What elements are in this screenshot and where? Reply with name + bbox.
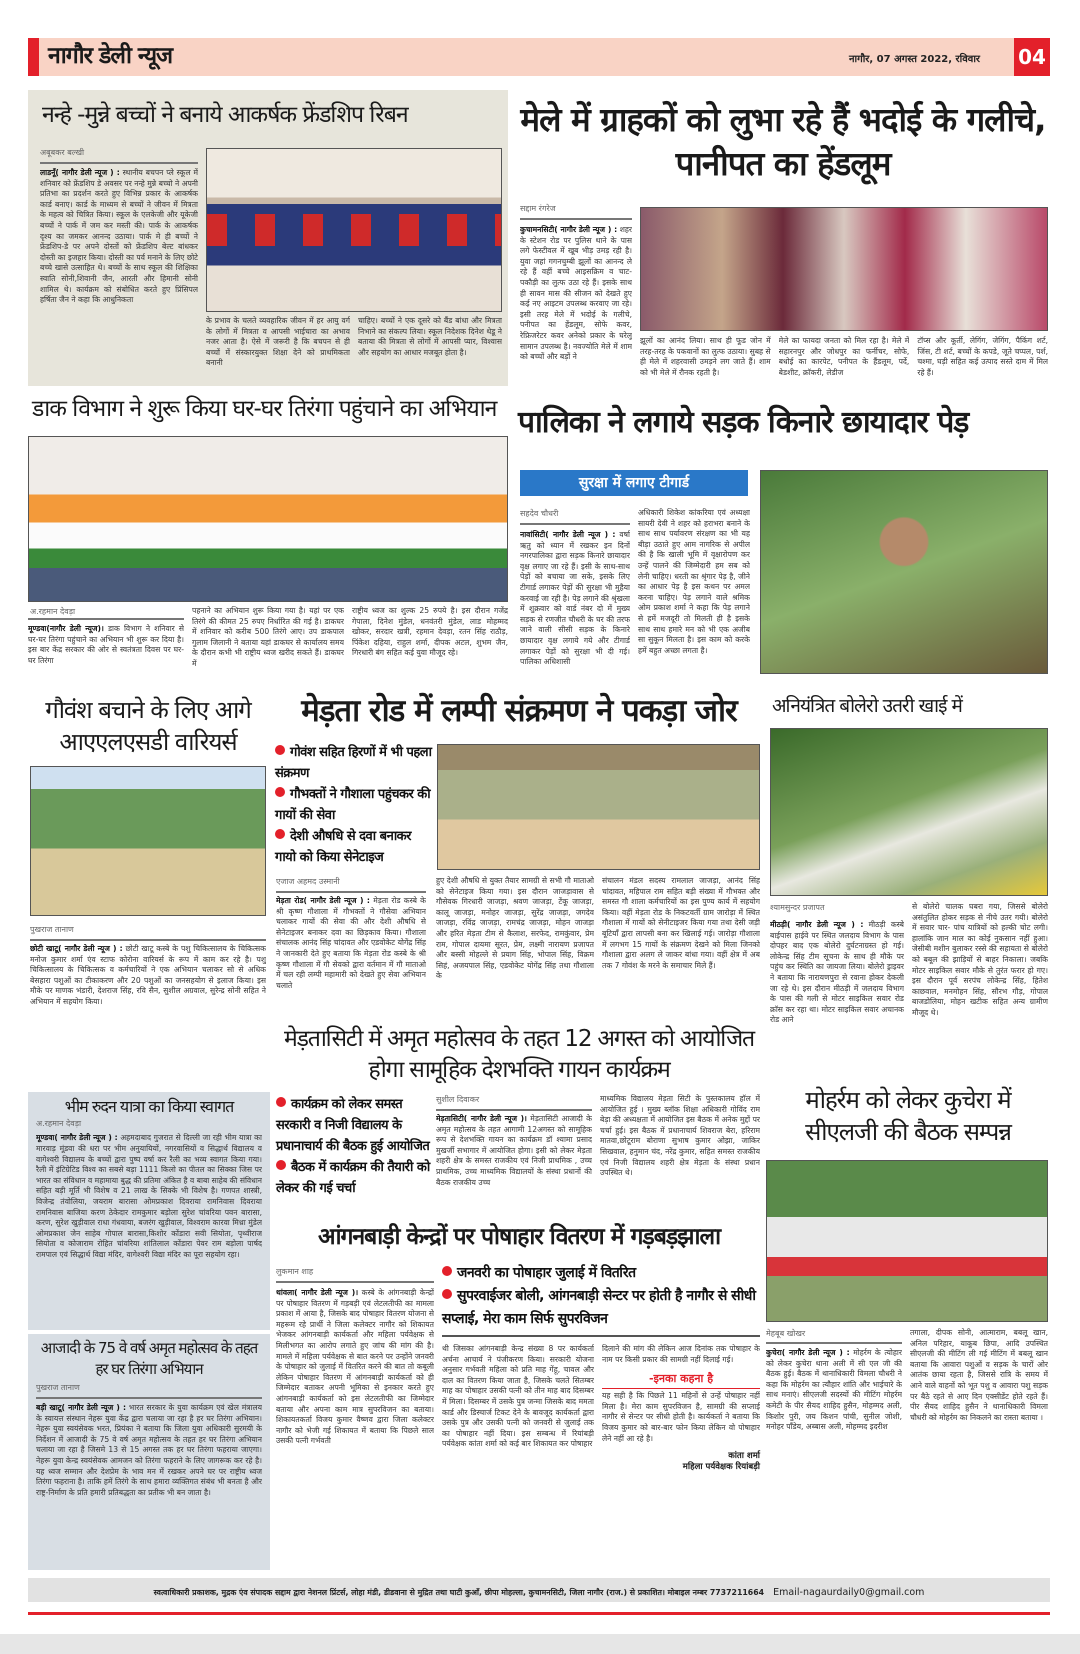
byline: श्यामसुन्दर प्रजापत [770, 903, 825, 912]
byline: अ.रहमान देवड़ा [36, 1119, 82, 1129]
bullet-item: जनवरी का पोषाहार जुलाई में वितरित [442, 1262, 760, 1285]
bullet-item: बैठक में कार्यक्रम की तैयारी को लेकर की गई चर्चा [276, 1160, 430, 1196]
quote-author: कांता शर्मा [728, 1451, 760, 1462]
article-text: मूण्डवा( नागौर डेली न्यूज ) : अहमदाबाद गुजरात से दिल्ली जा रही भीम यात्रा का मारवाड़ मूंडवा की धरा पर भीम अनुयायियों, नगरवासियों व सिद्धार्थ विद्यालय व वागेश्वरी विद्यालय के बच्चों द्वारा पुष्प वर्षा कर रैली का भव्य स्वागत किया गया। रैली में इंटिग्रेटिड विश्व का सबसे बड़ा 1111 किलो का पीतल का सिक्का जिस पर भारत का संविधान व महामाया बुद्ध की प्रतिमा अंकित है व बाबा साहेब की संविधान सहित बड़ी मूर्ति भी विशेष व 21 लाख के सिक्के भी विशेष है। गणपत शास्त्री, विजेन्द्र तंवोलिया, जयराम बारासा ओमप्रकाश दिवराया रामनिवास दिवराया रामनिवास बाजिया करण ठेकेदार रामकुमार बड़ोला सुरेश चांवरिया पवन बारासा, करण, सुरेश खुड़ीवाल राधा गंधवाया, बजरंग खुड़ीवाल, विश्वराम कारवा मिथ्रा मुंडेल ओमप्रकाश जेन साहेब गोपाल बारासा,किशोर कोंडारा सवी सियोता, पृथ्वीराज सियोता व कोजाराम रोहित चांवरिया शांतिलाल कोंडारा पेवर राम बड़ोला पार्षद रामपाल एवं सिद्धार्थ विद्या मंदिर, वागेश्वरी विद्या मंदिर का पूरा सहयोग रहा। [36, 1133, 262, 1259]
byline: सद्दाम रंगरेज [520, 203, 632, 220]
headline-mela: मेले में ग्राहकों को लुभा रहे हैं भदोई के गलीचे, पानीपत का हेंडलूम [520, 100, 1046, 183]
article-column [602, 1344, 760, 1564]
page-number: 04 [1014, 38, 1050, 76]
article-column: माध्यमिक विद्यालय मेड़ता सिटी के पुस्तकालय हॉल में आयोजित हुई । मुख्य ब्लॉक शिक्षा अधिकारी गोविंद राम बेड़ा की अध्यक्षता में आयोजित इस बैठक में अनेक मुद्दों पर चर्चा हुई। इस बैठक में प्रधानाचार्य शिवराज बेरा, हरिराम मातवा,छोटूराम बोराणा सुभाष कुमार ओझा, जाकिर सिखवाल, हनुमान चंद, नरेंद्र कुमार, सहित समस्त राजकीय एवं निजी विद्यालय शहरी क्षेत्र मेड़ता के संस्था प्रधान उपस्थित थे। [600, 1094, 760, 1178]
bullet-dot-icon [275, 829, 285, 839]
photo-clg-meeting [766, 1160, 1048, 1322]
article-column: राष्ट्रीय ध्वज का शुल्क 25 रुपये है। इस दौरान गजेंद्र गेपाला, दिनेश मुंडेल, धनवंतरी मुंडेल, लाड मोहम्मद खोकर, सरदार खत्री, रहमान देवड़ा, रतन सिंह राठौड़, पिंकेश दहिया, राहुल शर्मा, दीपक अटल, शुभम जैन, गिरधारी बंग सहित कई युवा मौजूद रहे। [352, 606, 508, 658]
quote-author-title: महिला पर्यवेक्षक रियांबड़ी [682, 1462, 760, 1473]
headline-gauvansh: गौवंश बचाने के लिए आगे आएएलएसडी वारियर्स [45, 696, 251, 756]
issue-date: नागौर, 07 अगस्त 2022, रविवार [848, 54, 980, 65]
byline: लुकमान शाह [276, 1266, 434, 1283]
headline-dak: डाक विभाग ने शुरू किया घर-घर तिरंगा पहुंचाने का अभियान [32, 396, 497, 422]
article-column: से बोलेरो चालक घबरा गया, जिससे बोलेरो असंतुलित होकर सड़क से नीचे उतर गयी। बोलेरो में सवार चार- पांच यात्रियों को हल्की चोट लगी। हालांकि जान माल का कोई नुकसान नहीं हुआ। जेसीबी मशीन बुलाकर रस्से की सहायता से बोलेरो को बबूल की झाड़ियों से बाहर निकाला। जबकि मोटर साइकिल सवार मौके से तुरंत फरार हो गए। इस दौरान पूर्व सरपंच लोकेन्द्र सिंह, हितेश काछवाल, मनमोहन सिंह, सौरभ गौड़, गोपाल बाजडोलिया, मोहन खटीक सहित अन्य ग्रामीण मौजूद थे। [912, 902, 1048, 1017]
photo-cattle-treatment [30, 766, 266, 916]
article-column: नावांसिटी( नागौर डेली न्यूज ) : वर्षा ऋतु को ध्यान में रखकर इन दिनों नगरपालिका द्वारा सड़क किनारे छायादार वृक्ष लगाए जा रहे हैं। इसी के साथ-साथ पेड़ों को बचाया जा सके, इसके लिए टीगार्ड लगाकर पेड़ों की सुरक्षा भी मुहैया करवाई जा रही है। पेड़ लगाने की श्रृंखला में शुक्रवार को वार्ड नंबर दो में मुख्य सड़क से रणजीत चौधरी के घर की तरफ जाने वाली सीसी सड़क के किनारे छायादार वृक्ष लगाये गये और टीगार्ड लगाकर पेड़ों को सुरक्षा भी दी गई। पालिका अधिशासी [520, 530, 630, 667]
byline: सहदेव चौधरी [520, 508, 630, 525]
headline-lumpy: मेड़ता रोड में लम्पी संक्रमण ने पकड़ा जोर [301, 693, 737, 729]
highlight-bullets [275, 742, 435, 868]
bullet-dot-icon [275, 787, 285, 797]
highlight-bullets [442, 1262, 760, 1337]
article-column: कुचेरा( नागौर डेली न्यूज ) : मोहर्रम के त्योहार को लेकर कुचेरा थाना अली में सी एल जी की बैठक हुई। बैठक में थानाधिकारी विमला चौधरी ने कहा कि मोहर्रम का त्यौहार शांति और भाईचारे के साथ मनाएं। सीएलजी सदस्यों की मीटिंग मोहर्रम कमेटी के पीर सैयद शाहिद हुसैन, मोहम्मद अली, किशोर पुरी, जय किशन पांची, सुनील जोशी, मनोहर पाँडेय, अब्बास अली, मोहम्मद इदरीश [766, 1348, 902, 1432]
newspaper-title: नागौर डेली न्यूज [48, 43, 173, 69]
headline-amrit-mahotsav: मेड़तासिटी में अमृत महोत्सव के तहत 12 अगस्त को आयोजित होगा सामूहिक देशभक्ति गायन कार्यक्रम [284, 1026, 754, 1083]
masthead-accent-stripe [28, 38, 39, 76]
bullet-dot-icon [276, 1160, 286, 1170]
photo-cow-sanitization [437, 744, 760, 870]
page-bottom-margin [0, 1634, 1080, 1654]
article-column: थांवला( नागौर डेली न्यूज )। कस्बे के आंगनबाड़ी केन्द्रों पर पोषाहार वितरण में गड़बड़ी एवं लेटलतीफी का मामला प्रकाश में आया है, जिसके बाद पोषाहार वितरण योजना से महरूम रहे प्रार्थी ने जिला कलेक्टर नागौर को शिकायत भेजकर आंगनबाड़ी कार्यकर्ता और महिला पर्यवेक्षक से मिलीभगत का आरोप लगाते हुए जांच की मांग की है। मामले में महिला पर्यवेक्षक से बात करने पर उन्होंने जनवरी के पोषाहार को जुलाई में वितरित करने की बात तो कबूली लेकिन पोषाहार वितरण में आंगनबाड़ी कार्यकर्ता को ही जिम्मेदार बताकर अपनी भूमिका से इनकार करते हुए आंगनबाड़ी कार्यकर्ता को इस लेटलतीफी का जिम्मेदार बताया और अपना काम मात्र सुपरविजन का बताया। शिकायतकर्ता विजय कुमार वैष्णव द्वारा जिला कलेक्टर नागौर को भेजी गई शिकायत में बताया कि पिछले साल उसकी पत्नी गर्भवती [276, 1288, 434, 1446]
headline-moharram: मोहर्रम को लेकर कुचेरा में सीएलजी की बैठक सम्पन्न [805, 1086, 1011, 1146]
photo-tiranga-post-office [28, 436, 508, 602]
contact-email: Email-nagaurdaily0@gmail.com [773, 1587, 925, 1598]
article-bhim-yatra [28, 1092, 270, 1330]
article-text: बड़ी खाटू( नागौर डेली न्यूज ) : भारत सरकार के युवा कार्यक्रम एवं खेल मंत्रालय के स्वायत्त संस्थान नेहरू युवा केंद्र द्वारा चलाया जा रहा है हर घर तिरंगा अभियान। नेहरू युवा स्वयंसेवक भरत, प्रियंका ने बताया कि जिला युवा अधिकारी सुरमयी के निर्देशन में आजादी के 75 वे वर्ष अमृत महोत्सव के तहत हर घर तिरंगा अभियान चलाया जा रहा है जिसमे 13 से 15 अगस्त तक हर घर तिरंगा फहराया जाएगा। नेहरू युवा केन्द्र स्वयंसेवक आमजन को तिरंगा फहराने के लिए जागरूक कर रहे है। यह ध्वज सम्मान और देशप्रेम के भाव मन में रखकर अपने घर पर राष्ट्रीय ध्वज तिरंगा फहराना है। ताकि हमें तिरंगे के साथ हमारा व्यक्तिगत संबंध भी बनता है और राष्ट्र-निर्माण के प्रति हमारी प्रतिबद्धता का प्रतीक भी बन जाता है। [36, 1403, 262, 1497]
article-column: मेड़तासिटी( नागौर डेली न्यूज )। मेड़तासिटी आजादी के अमृत महोत्सव के तहत आगामी 12अगस्त को सामूहिक रूप से देशभक्ति गायन का कार्यक्रम डॉ श्यामा प्रसाद मुखर्जी सभागार में आयोजित होगा। इसी को लेकर मेड़ता शहरी क्षेत्र के समस्त राजकीय एवं निजी प्राथमिक , उच्च प्राथमिक, उच्च माध्यमिक विद्यालयों के संस्था प्रधानों की बैठक राजकीय उच्च [436, 1114, 592, 1187]
article-column: मीठड़ी( नागौर डेली न्यूज ) : मीठड़ी कस्बे बाईपास हाईवे पर स्थित जलदाय विभाग के पास दोपहर बाद एक बोलेरो दुर्घटनाग्रस्त हो गई। लोकेन्द्र सिंह टीम सूचना के साथ ही मौके पर पहुंच कर स्थिति का जायजा लिया। बोलेरो ड्राइवर ने बताया कि नारायणपुरा से रवाना होकर देकली जा रहे थे। इस दौरान मीठड़ी में जलदाय विभाग के पास की गली से मोटर साइकिल सवार रोड क्रॉस कर रहा था। मोटर साइकिल सवार अचानक रोड आने [770, 920, 904, 1025]
article-column: हुए देशी औषधि से युक्त तैयार सामग्री से सभी गौ माताओ को सेनेटाइज किया गया। इस दौरान जाजड़ावास से गौसेवक गिरधारी जाजड़ा, श्रवण जाजड़ा, टेंकू जाजड़ा, कालू जाजड़ा, मनोहर जाजड़ा, सुरेंद्र जाजड़ा, जगदेव जाजड़ा, रविंद्र जाजड़ा, रामचंद्र जाजड़ा, मोहन जाजड़ा और हरित मेड़ता टीम से कैलाश, सरफेद, रामकुंवार, प्रेम राम, गोपाल दायमा सूरत, प्रेम, लक्ष्मी नारायण प्रजापत और बस्सी मोहल्ले से प्रयाग सिंह, भोपाल सिंह, विक्रम सिहं, अजयपाल सिंह, एडवोकेट योगेंद्र सिंह तथा गौशाला के [436, 876, 594, 981]
footer-rule [28, 1612, 1050, 1615]
article-text: दिलाने की मांग की लेकिन आज दिनांक तक पोषाहार के नाम पर किसी प्रकार की सामग्री नहीं दिलाई गई। [602, 1344, 760, 1364]
bullet-dot-icon [442, 1289, 452, 1299]
byline: सुशील दिवाकर [436, 1094, 592, 1111]
byline: अ.रहमान देवड़ा [30, 607, 76, 616]
photo-mela-handloom-stall [640, 207, 1048, 331]
bullet-item: गौभक्तों ने गौशाला पहुंचकर की गायों की सेवा [275, 787, 431, 823]
divider [28, 618, 184, 620]
article-column: अधिकारी शिकेश कांकरिया एवं अध्यक्षा सायरी देवी ने शहर को हराभरा बनाने के साथ साथ पर्यावरण संरक्षण का भी यह बीड़ा उठाते हुए आम नागरिक से अपील की है कि खाली भूमि में वृक्षारोपण कर उन्हें पालने की जिम्मेदारी हम सब को लेनी चाहिए। धरती का श्रृंगार पेड़ है, जीने का आधार पेड़ है इस कथन पर अमल करना चाहिए। पेड़ लगाने वाले श्रमिक ओम प्रकाश शर्मा ने कहा कि पेड़ लगाने से हमें मजदूरी तो मिलती ही है इसके साथ साथ हमारे मन को भी एक अजीब सा सुकून मिलता है। इस काम को करके हमें बहुत अच्छा लगता है। [638, 508, 750, 655]
article-column: कुचामनसिटी( नागौर डेली न्यूज ) : शहर के स्टेशन रोड पर पुलिस थाने के पास लगे फेस्टीवल में खूब भीड़ उमड़ रही है। युवा जहां गगनचुम्बी झूलों का आनन्द ले रहे हैं वहीं बच्चे आइसक्रिम व चाट-पकौड़ी का लुत्फ उठा रहे हैं। इसके साथ ही सावन मास की सीजन को देखते हुए कई नए आइटम उपलब्ध करवाए जा रहे। इसी तरह मेले में भदोई के गलीचे, पनीपत का हेंडलूम, सोफे कवर, रेफ्रिजरेटर कवर अनेको प्रकार के घरेलू सामान उपलब्ध है। नवज्योति मेले में शाम को बच्चों और बड़ों ने [520, 225, 632, 362]
article-text: छोटी खाटू( नागौर डेली न्यूज ) : छोटी खाटू कस्बे के पशु चिकित्सालय के चिकित्सक मनोज कुमार शर्मा एंव स्टाफ कोरोना वारियर्स के रूप में काम कर रहे है। पशु चिकित्सालय के चिकित्सक व कर्मचारियों ने एक अभियान चलाकर सो से अधिक बेसहारा पशुओं का टीकाकरण और 20 पशुओं का जनसहयोग से इलाज किया। इस मौके पर माणक भंडारी, देशराज सिंह, रवि सैन, सुशील अग्रवाल, सुरेन्द्र सोनी सहित ने अभियान में सहयोग किया। [30, 944, 266, 1006]
bullet-dot-icon [275, 745, 285, 755]
photo-bolero-ditch [770, 728, 1048, 896]
headline-bolero: अनियंत्रित बोलेरो उतरी खाई में [772, 695, 962, 717]
quote-text: यह सही है कि पिछले 11 महिनों से उन्हें पोषाहार नहीं मिला है। मेरा काम सुपरविजन है, सामग्री की सप्लाई नागौर से सेन्टर पर सीधी होती है। कार्यकर्ता ने बताया कि विजय कुमार को बार-बार फोन किया लेकिन वो पोषाहार लेने नहीं आ रहे है। [602, 1391, 760, 1443]
article-column: के प्रभाव के चलते व्यवहारिक जीवन में हर आयु वर्ग के लोगों में मित्रता व आपसी भाईचारा का अभाव नजर आता है। ऐसे में जरूरी है कि बचपन से ही बच्चों में संस्कारयुक्त शिक्षा देने को प्राथमिकता बनानी [206, 316, 350, 368]
photo-children-friendship-bands [206, 148, 502, 312]
divider [766, 1342, 902, 1344]
bullet-item: देशी औषधि से दवा बनाकर गायो को किया सेनेटाइज [275, 829, 411, 865]
article-column: झूलों का आनंद लिया। साथ ही फूड जोन में तरह-तरह के पकवानों का लुत्फ उठाया। सुबह से ही मेले में शहरवासी उमड़ने लग जाते हैं। शाम को भी मेले में रौनक रहती है। [640, 336, 771, 377]
byline: अबूबकर बल्खी [40, 147, 198, 164]
article-columns [640, 336, 1048, 388]
headline: नन्हे -मुन्ने बच्चों ने बनाये आकर्षक फ्रेंडशिप रिबन [42, 102, 408, 128]
bullet-dot-icon [276, 1097, 286, 1107]
article-column: मूण्डवा(नागौर डेली न्यूज)। डाक विभाग ने शनिवार से घर-घर तिरंगा पहुंचाने का अभियान भी शुरू कर दिया है। इस बार केंद्र सरकार की ओर से स्वतंत्रता दिवस पर घर-घर तिरंगा [28, 624, 184, 665]
bullet-item: गोवंश सहित हिरणों में भी पहला संक्रमण [275, 745, 432, 781]
photo-tree-plantation [760, 470, 1048, 674]
byline: पुखराज तानाण [30, 924, 266, 941]
article-friendship [28, 90, 508, 386]
article-column: लाडनूँ( नागौर डेली न्यूज ) : स्थानीय बचपन प्ले स्कूल में शनिवार को फ्रेंडशिप डे अवसर पर नन्हे मुन्ने बच्चो ने अपनी प्रतिभा का प्रदर्शन करते हुए विभिन्न प्रकार के आकर्षक कार्ड बनाए। कार्ड के माध्यम से बच्चों ने जीवन में मित्रता के महत्व को चित्रित किया। स्कूल के एलकेजी और यूकेजी बच्चों ने पार्क में जम कर मस्ती की। पार्क के आकर्षक दृश्य का जमकर आनन्द उठाया। पार्क मे ही बच्चों ने फ्रेंडशिप-डे पर अपने दोस्तों को फ्रेंडशिप बेल्ट बांधकर दोस्ती का इजहार किया। दोस्ती का पर्व मनाने के लिए छोटे बच्चे खासे उत्साहित थे। बच्चों के साथ स्कूल की शिक्षिका स्वाति सोनी,शिवानी जैन, आरती और हिमानी सोनी शामिल थे। कार्यक्रम को संबोधित करते हुए प्रिंसिपल हर्षिता जैन ने कहा कि आधुनिकता [40, 168, 198, 305]
article-har-ghar-tiranga [28, 1334, 270, 1570]
article-column: पहनाने का अभियान शुरू किया गया है। यहां पर एक तिरंगे की कीमत 25 रुपए निर्धारित की गई है। डाकघर में शनिवार को करीब 500 तिरंगे आए। उप डाकपाल गुलाम जिलानी ने बताया यहां डाकघर से कार्यालय समय के दौरान कभी भी राष्ट्रीय ध्वज खरीद सकते हैं। डाकघर में [192, 606, 344, 668]
byline: मेहबूब खोखर [766, 1329, 806, 1338]
quote-heading: -इनका कहना है [602, 1371, 760, 1389]
article-column: मेड़ता रोड( नागौर डेली न्यूज ) : मेड़ता रोड कस्बे के श्री कृष्ण गौशाला में गौभक्तों ने गौसेवा अभियान चलाकर गायों की सेवा की और देशी औषधि से सेनेटाइजर बनाकर दवा का छिड़काव किया। गौशाला संचालक आनंद सिंह चांदावत और एडवोकेट योगेंद्र सिंह ने जानकारी देते हुए बताया कि मेड़ता रोड कस्बे के श्री कृष्ण गौशाला में गौ सेवको द्वारा वर्तमान में गौ माताओ में चल रही लम्पी महामारी को देखते हुए सेवा अभियान चलाते [276, 896, 426, 990]
headline-palika: पालिका ने लगाये सड़क किनारे छायादार पेड़ [518, 405, 969, 440]
article-column: मेले का फायदा जनता को मिल रहा है। मेले में सहारनपुर और जोधपुर का फर्नीचर, सोफे, बधोई का कारपेट, पनीपत के हैंडलूम, पर्दे, बेडशीट, क्रॉकरी, लेडीज [778, 336, 910, 377]
bullet-item: कार्यक्रम को लेकर समस्त सरकारी व निजी विद्यालय के प्रधानाचार्य की बैठक हुई आयोजित [276, 1097, 430, 1154]
masthead [28, 38, 1050, 76]
imprint-text: स्वत्वाधिकारी प्रकाशक, मुद्रक एंव संपादक सद्दाम द्वारा नेशनल प्रिंटर्स, लोहा मंडी, डीडवाना से मुद्रित तथा घाटी कुआँ, छीपा मोहल्ला, कुचामनसिटी, जिला नागौर (राज.) से प्रकाशित। मोबाइल नम्बर 7737211664 [153, 1588, 765, 1597]
article-column: संचालन मंडल सदस्य रामलाल जाजड़ा, आनंद सिंह चांदावत, महिपाल राम सहित बड़ी संख्या में गौभक्त और समस्त गौ शाला कर्मचारियों का इस पुण्य कार्य में सहयोग किया। वहीं मेड़ता रोड के निकटवर्ती ग्राम जारोड़ा में स्थित गौशाला में गायों को सेनीटाइजर किया गया तथा देसी जड़ी बूटियाँ द्वारा लापसी बना कर खिलाई गई। जारोड़ा गौशाला में लगभग 15 गायों के संक्रमण देखने को मिला जिनको गौशाला द्वारा अलग ले जाकर बांधा गया। वहीं क्षेत्र में अब तक 7 गोवंश के मरने के समाचार मिले हैं। [602, 876, 760, 970]
bullet-dot-icon [442, 1266, 452, 1276]
highlight-bullets [276, 1094, 432, 1199]
article-column: टॉप्स और कूर्ती, लेगिंग, जेगिंग, पैकिंग शर्ट, जिंस, टी शर्ट, बच्चों के कपडे, जूते चप्पल, पर्श, चश्मा, घड़ी सहित कई उत्पाद सस्ते दाम में मिल रहे हैं। [917, 336, 1049, 377]
article-column: तगाला, दीपक सोनी, आत्माराम, बबलू खान, अनिल परिहार, याकूब छिपा, आदि उपस्थित सीएलजी की मीटिंग ली गई मीटिंग में बबलू खान बताया कि आवारा पशुओं व सड़क के चारों ओर आतंक छाया रहता है, जिससे रात्रि के समय में आने वाले वाहनों को भूत पशु व आवारा पशु सड़क पर बैठे रहते से आए दिन एक्सीडेंट होते रहते हैं। पीर सैयद शाहिद हुसैन ने थानाधिकारी विमला चौधरी को मोहर्रम का निकलने का रास्ता बताया । [910, 1328, 1048, 1422]
byline: एजाज अहमद उस्मानी [276, 876, 426, 893]
article-column: थी जिसका आंगनबाड़ी केन्द्र संख्या 8 पर कार्यकर्ता अर्चना आचार्य ने पंजीकरण किया। सरकारी योजना अनुसार गर्भवती महिला को प्रति माह गेंहू, चावल और दाल का वितरण किया जाता है, जिसके चलते सितम्बर माह का पोषाहार उसकी पत्नी को तीन माह बाद दिसम्बर में मिला। दिसम्बर में उसके पुत्र जन्मा जिसके बाद ममता कार्ड और डिस्चार्ज टिकट देने के बावजूद कार्यकर्ता द्वारा उसके पुत्र और उसकी पत्नी को जनवरी से जुलाई तक का पोषाहार नहीं दिया। इस सम्बन्ध में रियांबड़ी पर्यवेक्षक कांता शर्मा को कई बार शिकायत कर पोषाहार [442, 1344, 594, 1449]
subhead-tiguard: सुरक्षा में लगाए टीगार्ड [520, 470, 748, 496]
headline-aanganwadi: आंगनबाड़ी केन्द्रों पर पोषाहार वितरण में गड़बड़झाला [317, 1224, 721, 1250]
headline: आजादी के 75 वे वर्ष अमृत महोत्सव के तहत हर घर तिरंगा अभियान [40, 1339, 258, 1378]
byline: पुखराज तानाण [36, 1382, 262, 1399]
bullet-item: सुपरवाईजर बोली, आंगनबाड़ी सेन्टर पर होती है नागौर से सीधी सप्लाई, मेरा काम सिर्फ सुपरविजन [442, 1288, 756, 1327]
headline: भीम रुदन यात्रा का किया स्वागत [64, 1097, 234, 1116]
article-column: चाहिए। बच्चों ने एक दूसरे को बैंड बांधा और मित्रता निभाने का संकल्प लिया। स्कूल निदेशक दिनेश थेडू ने बताया की मित्रता से लोगों में आपसी प्यार, विश्वास और सहयोग का आधार मजबूत होता है। [358, 316, 502, 357]
footer-imprint [28, 1578, 1050, 1602]
